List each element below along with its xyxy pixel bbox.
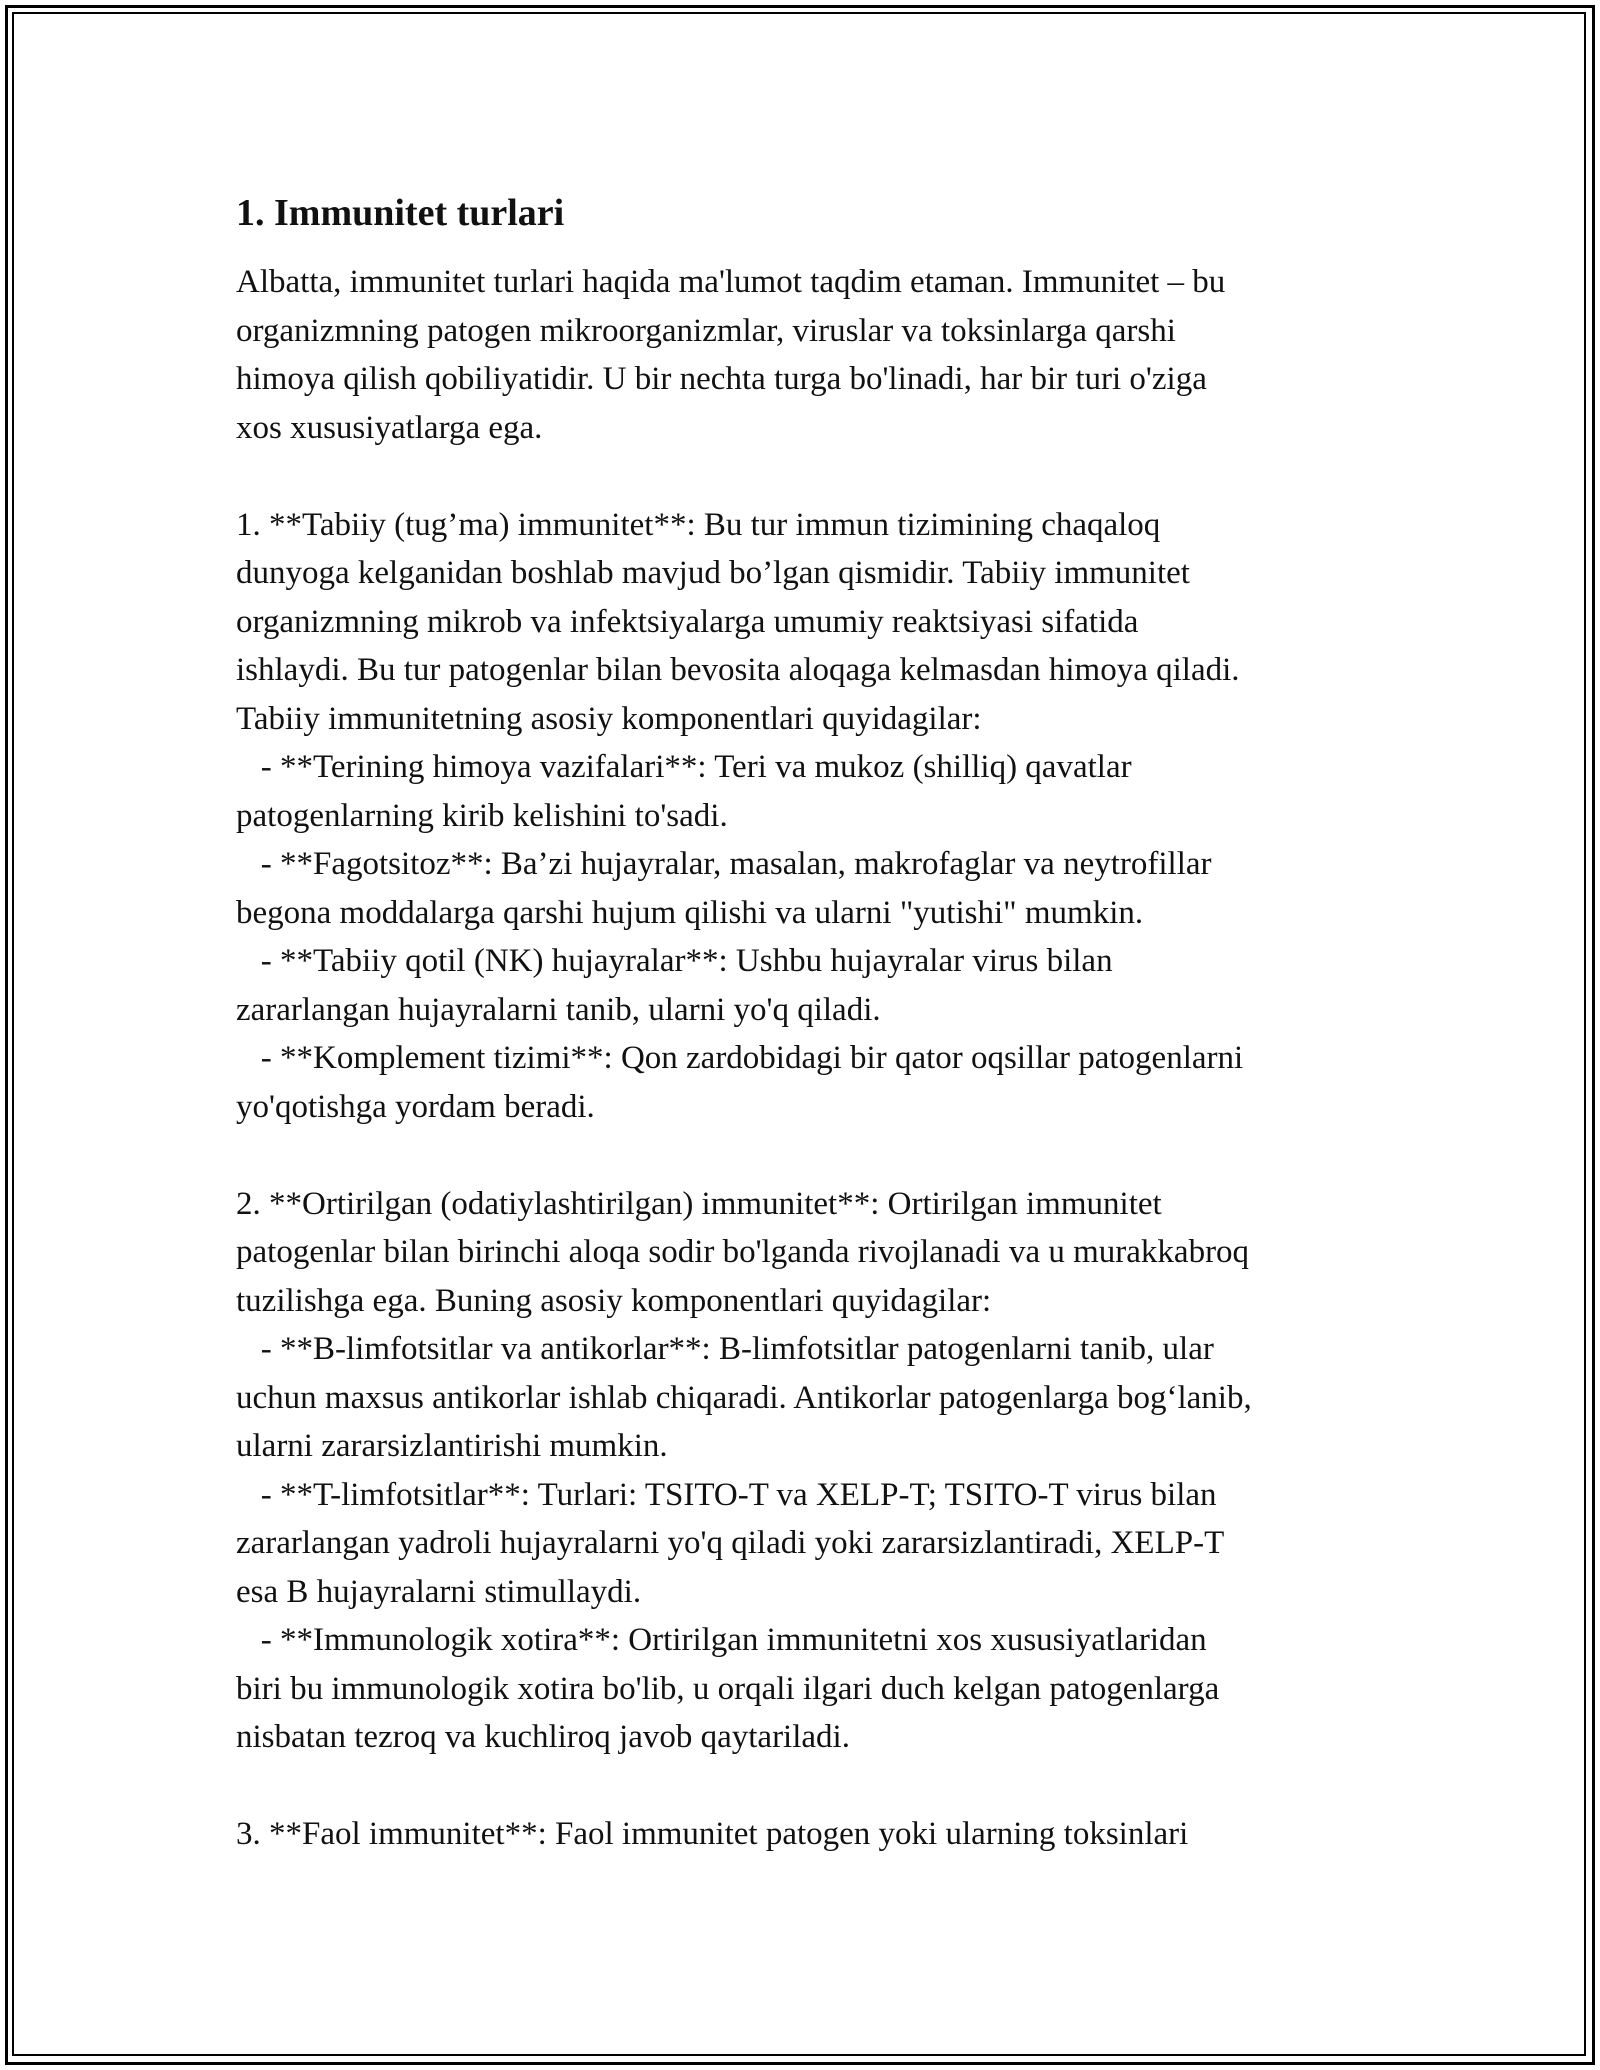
- text-line: begona moddalarga qarshi hujum qilishi va ularni "yutishi" mumkin.: [236, 894, 1144, 931]
- text-line: yo'qotishga yordam beradi.: [236, 1088, 595, 1125]
- text-line: nisbatan tezroq va kuchliroq javob qaytariladi.: [236, 1719, 850, 1755]
- text-line: - **Fagotsitoz**: Ba’zi hujayralar, masalan, makrofaglar va neytrofillar: [236, 846, 1212, 882]
- text-line: biri bu immunologik xotira bo'lib, u orqali ilgari duch kelgan patogenlarga: [236, 1670, 1220, 1707]
- text-line: 2. **Ortirilgan (odatiylashtirilgan) immunitet**: Ortirilgan immunitet: [236, 1185, 1162, 1222]
- paragraph: [236, 1180, 1376, 1762]
- text-line: uchun maxsus antikorlar ishlab chiqaradi. Antikorlar patogenlarga bog‘lanib,: [236, 1379, 1252, 1416]
- text-line: 1. **Tabiiy (tug’ma) immunitet**: Bu tur immun tizimining chaqaloq: [236, 506, 1161, 543]
- text-line: xos xususiyatlarga ega.: [236, 409, 543, 446]
- text-line: ishlaydi. Bu tur patogenlar bilan bevosita aloqaga kelmasdan himoya qiladi.: [236, 652, 1240, 688]
- text-line: tuzilishga ega. Buning asosiy komponentlari quyidagilar:: [236, 1282, 992, 1319]
- text-line: - **T-limfotsitlar**: Turlari: TSITO-T va XELP-T; TSITO-T virus bilan: [236, 1476, 1217, 1513]
- text-line: zararlangan yadroli hujayralarni yo'q qiladi yoki zararsizlantiradi, XELP-T: [236, 1525, 1225, 1561]
- paragraph: [236, 1810, 1376, 1859]
- text-line: himoya qilish qobiliyatidir. U bir nechta turga bo'linadi, har bir turi o'ziga: [236, 361, 1207, 397]
- text-line: ularni zararsizlantirishi mumkin.: [236, 1428, 668, 1464]
- text-line: - **Immunologik xotira**: Ortirilgan immunitetni xos xususiyatlaridan: [236, 1622, 1207, 1658]
- text-line: - **Terining himoya vazifalari**: Teri va mukoz (shilliq) qavatlar: [236, 749, 1132, 785]
- text-line: patogenlar bilan birinchi aloqa sodir bo'lganda rivojlanadi va u murakkabroq: [236, 1234, 1250, 1270]
- paragraph-gap: [236, 1131, 1376, 1180]
- document-body: [236, 188, 1376, 1859]
- paragraph: [236, 258, 1376, 452]
- text-line: Albatta, immunitet turlari haqida ma'lumot taqdim etaman. Immunitet – bu: [236, 264, 1226, 300]
- text-line: organizmning patogen mikroorganizmlar, viruslar va toksinlarga qarshi: [236, 312, 1176, 349]
- text-line: - **Tabiiy qotil (NK) hujayralar**: Ushbu hujayralar virus bilan: [236, 943, 1113, 979]
- text-line: 3. **Faol immunitet**: Faol immunitet patogen yoki ularning toksinlari: [236, 1816, 1189, 1852]
- section-heading: 1. Immunitet turlari: [236, 192, 565, 234]
- paragraph: [236, 501, 1376, 1132]
- text-line: - **B-limfotsitlar va antikorlar**: B-limfotsitlar patogenlarni tanib, ular: [236, 1331, 1214, 1367]
- text-line: zararlangan hujayralarni tanib, ularni yo'q qiladi.: [236, 991, 881, 1028]
- paragraph-gap: [236, 1762, 1376, 1811]
- text-line: dunyoga kelganidan boshlab mavjud bo’lgan qismidir. Tabiiy immunitet: [236, 555, 1190, 591]
- text-line: organizmning mikrob va infektsiyalarga umumiy reaktsiyasi sifatida: [236, 603, 1139, 640]
- text-line: - **Komplement tizimi**: Qon zardobidagi bir qator oqsillar patogenlarni: [236, 1040, 1244, 1076]
- paragraph-container: [236, 258, 1376, 1859]
- text-line: Tabiiy immunitetning asosiy komponentlari quyidagilar:: [236, 700, 982, 737]
- paragraph-gap: [236, 452, 1376, 501]
- text-line: esa B hujayralarni stimullaydi.: [236, 1573, 642, 1610]
- text-line: patogenlarning kirib kelishini to'sadi.: [236, 797, 728, 834]
